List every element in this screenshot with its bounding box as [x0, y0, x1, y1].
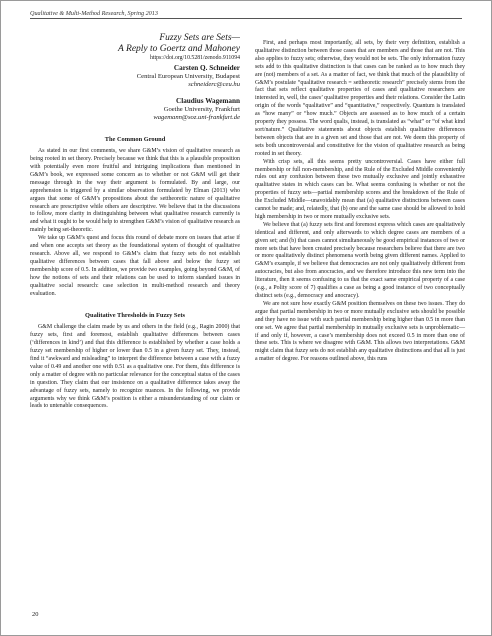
author-affiliation-2: Goethe University, Frankfurt	[163, 106, 240, 114]
paragraph: First, and perhaps most importantly, all sets, by their very definition, establish a qualitative distinction between those cases that are members and those that are not. This also applies to fuzzy sets; otherwise, they would not be sets. The only information fuzzy sets add to this qualitative distinction is that cases can be ranked as to how much they are (not) members of a set. As a matter of fact, we think that much of the plausibility of G&M’s postulate “qualitative research = settheoretic research” precisely stems from the fact that sets reflect qualitative properties of cases and qualitative researchers are interested in, well, the cases’ qualitative properties and their relations. Consider the Latin origin of the words “qualitative” and “quantitative,” respectively. Quantum is translated as “how many” or “how much.” Objects are assessed as to how much of a certain property they possess. The word qualis, instead, is translated as “what” or “of what kind sort/nature.” Qualitative statements about objects establish qualitative differences between objects that are in a given set and those that are not. We deem this property of sets both uncontroversial and constitutive for the vision of qualitative research as being rooted in set theory.	[255, 40, 465, 157]
author-affiliation-1: Central European University, Budapest	[136, 73, 240, 81]
author-name-2: Claudius Wagemann	[176, 97, 240, 106]
doi-link[interactable]: https://doi.org/10.5281/zenodo.911094	[149, 55, 240, 61]
title-line-1: Fuzzy Sets are Sets—	[159, 33, 240, 43]
article-title	[30, 33, 240, 55]
author-email-1[interactable]: schneiderc@ceu.hu	[188, 81, 240, 89]
author-email-2[interactable]: wagemann@soz.uni-frankfurt.de	[153, 114, 240, 122]
header-rule	[30, 18, 462, 19]
left-column	[30, 33, 240, 411]
paragraph: G&M challenge the claim made by us and others in the field (e.g., Ragin 2000) that fuzzy sets, first and foremost, establish qualitative differences between cases (‘differences in kind’) and that this difference is established by whether a case holds a fuzzy set membership of higher or lower than 0.5 in a given fuzzy set. They, instead, find it “awkward and misleading” to interpret the difference between a case with a fuzzy value of 0.49 and another one with 0.51 as a qualitative one. For them, this difference is only a matter of degree with no particular relevance for the conceptual status of the cases in question. They claim that our insistence on a qualitative difference takes away the advantage of fuzzy sets, namely to recognize nuances. In the following, we provide arguments why we think G&M’s position is either a misunderstanding of our claim or leads to untenable consequences.	[30, 324, 240, 410]
right-column	[255, 40, 465, 364]
running-header: Qualitative & Multi-Method Research, Spring 2013	[30, 10, 158, 17]
author-name-1: Carsten Q. Schneider	[173, 64, 240, 73]
paragraph: We believe that (a) fuzzy sets first and foremost express which cases are qualitatively identical and different, and only afterwards to which degree cases are members of a given set; and (b) that cases cannot simultaneously be good empirical instances of two or more sets that have been created precisely because researchers believe that there are two or more qualitatively distinct phenomena worth being given different names. Applied to G&M’s example, if we believe that democracies are not only qualitatively different from autocracies, but also from anocracies, and we therefore introduce this new term into the literature, then it seems confusing to us that the exact same empirical property of a case (e.g., a Polity score of 7) qualifies a case as being a good instance of two conceptually distinct sets (e.g., democracy and anocracy).	[255, 221, 465, 299]
paragraph: We are not sure how exactly G&M position themselves on these two issues. They do argue that partial membership in two or more mutually exclusive sets should be possible and they have no issue with such partial membership being higher than 0.5 in more than one set. We agree that partial membership in mutually exclusive sets is unproblematic—if and only if, however, a case’s membership does not exceed 0.5 in more than one of these sets. This is where we disagree with G&M. This allows two interpretations. G&M might claim that fuzzy sets do not establish any qualitative distinctions and that all is just a matter of degree. For reasons outlined above, this runs	[255, 300, 465, 363]
paragraph: We take up G&M’s quest and focus this round of debate more on issues that arise if and when one accepts set theory as the foundational system of thought of qualitative research. Above all, we respond to G&M’s claim that fuzzy sets do not establish qualitative differences between cases that fall above and below the fuzzy set membership score of 0.5. In addition, we provide two examples, going beyond G&M, of how the notions of sets and their relations can be used to inform standard issues in qualitative social research: case selection in multi-method research and theory evaluation.	[30, 235, 240, 297]
paragraph: As stated in our first comments, we share G&M’s vision of qualitative research as being rooted in set theory. Precisely because we think that this is a plausible proposition with potentially even more fruitful and intriguing implications than mentioned in G&M’s book, we expressed some concern as to whether or not G&M will get their message through in the way their argument is formulated. By and large, our apprehension is triggered by a similar observation formulated by Elman (2013) who argues that some of G&M’s propositions about the settheoretic nature of qualitative research are prescriptive while others are descriptive. We believe that in the discussions to follow, more clarity in distinguishing between what qualitative research currently is and what it ought to be would help to strengthen G&M’s vision of qualitative research as mainly being set-theoretic.	[30, 148, 240, 234]
paragraph: With crisp sets, all this seems pretty uncontroversial. Cases have either full membership or full non-membership, and the Rule of the Excluded Middle conveniently rules out any confusion between these two mutually exclusive and jointly exhaustive qualitative states in which cases can be. What seems confusing is whether or not the properties of fuzzy sets—partial membership scores and the breakdown of the Rule of the Excluded Middle—unavoidably mean that (a) qualitative distinctions between cases cannot be made; and, relatedly, that (b) one and the same case should be allowed to hold high membership in two or more mutually exclusive sets.	[255, 158, 465, 220]
title-line-2: A Reply to Goertz and Mahoney	[118, 44, 240, 54]
section-heading-qualitative-thresholds: Qualitative Thresholds in Fuzzy Sets	[85, 312, 185, 320]
section-heading-common-ground: The Common Ground	[104, 136, 166, 144]
page-number: 20	[32, 611, 39, 618]
